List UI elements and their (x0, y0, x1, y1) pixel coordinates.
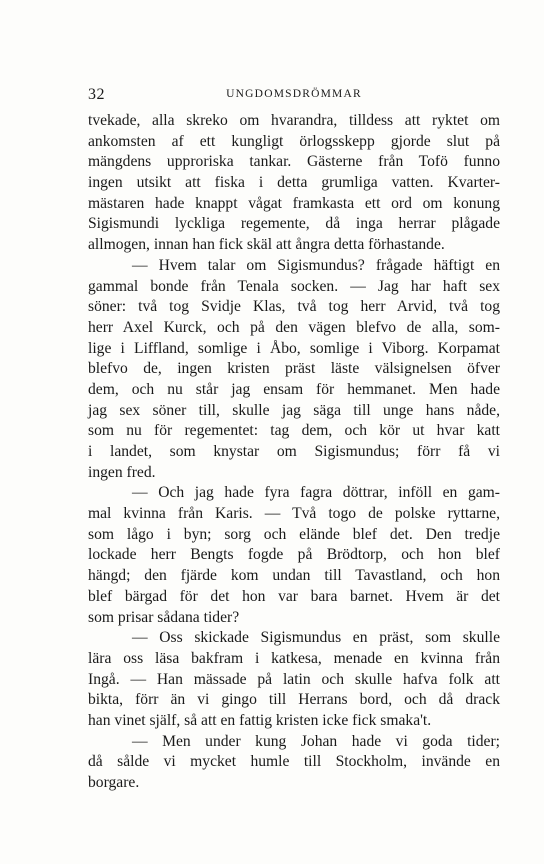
paragraph (88, 483, 500, 628)
body-text (88, 111, 500, 794)
text-line: mängdens upproriska tankar. Gästerne från Tofö funno (88, 153, 500, 171)
text-line: tvekade, alla skreko om hvarandra, tilldess att ryktet om (88, 112, 500, 129)
paragraph (88, 732, 500, 794)
text-line: dem, och nu står jag ensam för hemmanet. Men hade (88, 380, 500, 398)
text-line: hängd; den fjärde kom undan till Tavastland, och hon (88, 567, 500, 585)
text-line: Ingå. — Han mässade på latin och skulle hafva folk att (88, 670, 500, 688)
text-line: som nu för regementet: tag dem, och kör ut hvar katt (88, 422, 500, 440)
text-line: ankomsten af ett kungligt örlogsskepp gjorde slut på (88, 132, 500, 150)
text-line: allmogen, innan han fick skäl att ångra detta förhastande. (88, 236, 445, 254)
text-line: ingen fred. (88, 463, 156, 481)
text-line: — Oss skickade Sigismundus en präst, som skulle (132, 629, 500, 647)
text-line: gammal bonde från Tenala socken. — Jag har haft sex (88, 277, 500, 295)
text-line: — Hvem talar om Sigismundus? frågade häftigt en (132, 256, 500, 274)
text-line: lockade herr Bengts fogde på Brödtorp, och hon blef (88, 546, 500, 564)
paragraph (88, 111, 500, 256)
running-head (88, 86, 500, 106)
paragraph (88, 256, 500, 484)
text-line: söner: två tog Svidje Klas, två tog herr Arvid, två tog (88, 298, 500, 316)
text-line: — Och jag hade fyra fagra döttrar, inföll en gam- (132, 484, 500, 502)
text-line: blefvo de, ingen kristen präst läste välsignelsen öfver (88, 360, 500, 378)
text-line: lära oss läsa bakfram i katkesa, menade en kvinna från (88, 649, 500, 667)
text-line: mästaren hade knappt vågat framkasta ett ord om konung (88, 194, 500, 212)
paragraph (88, 628, 500, 731)
text-line: ingen utsikt att fiska i detta grumliga vatten. Kvarter- (88, 174, 500, 192)
text-line: som lågo i byn; sorg och elände blef det. Den tredje (88, 525, 500, 543)
text-line: — Men under kung Johan hade vi goda tider; (132, 732, 500, 750)
text-line: mal kvinna från Karis. — Två togo de polske ryttarne, (88, 505, 500, 523)
text-line: blef bärgad för det hon var bara barnet. Hvem är det (88, 587, 500, 605)
text-line: herr Axel Kurck, och på den vägen blefvo de alla, som- (88, 318, 500, 336)
text-line: jag sex söner till, skulle jag säga till unge hans nåde, (88, 401, 500, 419)
running-title: UNGDOMSDRÖMMAR (226, 88, 362, 100)
text-line: som prisar sådana tider? (88, 608, 240, 626)
text-line: i landet, som knystar om Sigismundus; förr få vi (88, 443, 500, 460)
text-line: Sigismundi lyckliga regemente, då inga herrar plågade (88, 215, 500, 233)
text-line: då sålde vi mycket humle till Stockholm, invände en (88, 753, 500, 771)
text-line: borgare. (88, 774, 140, 791)
text-line: lige i Liffland, somlige i Åbo, somlige i Viborg. Korpamat (88, 339, 500, 357)
text-line: bikta, förr än vi gingo till Herrans bord, och då drack (88, 691, 500, 709)
page-number: 32 (88, 86, 105, 103)
text-line: han vinet själf, så att en fattig kristen icke fick smaka't. (88, 711, 432, 729)
